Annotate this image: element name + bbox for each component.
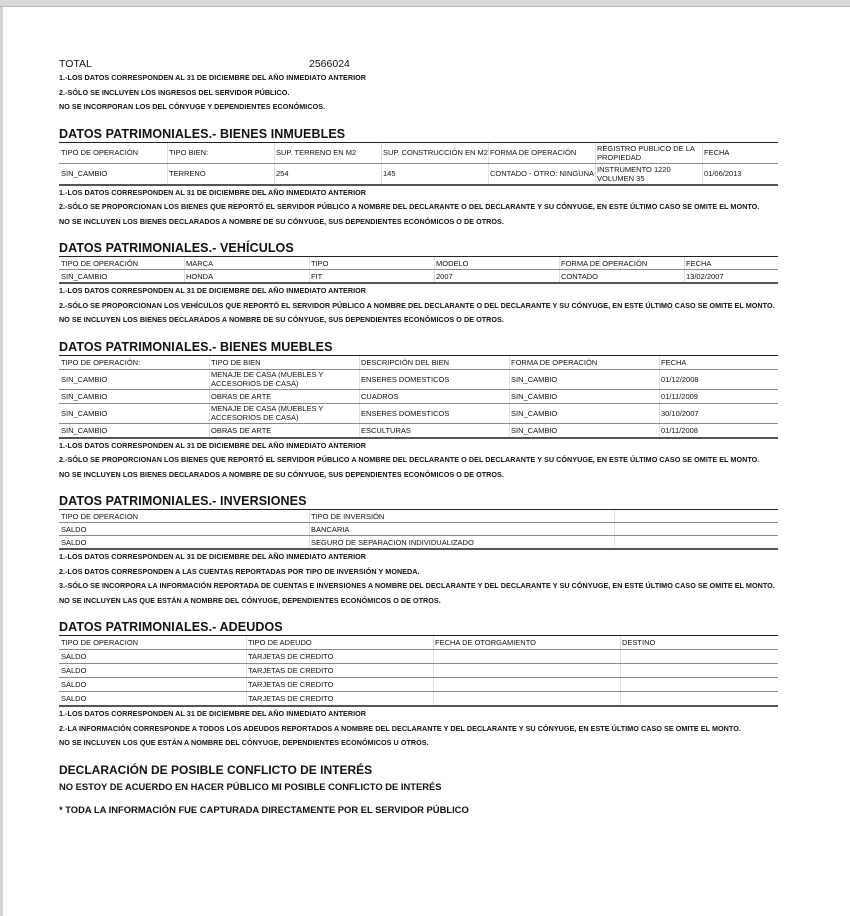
muebles-table [59,355,778,439]
table-cell [621,650,778,664]
viewer-top-bar [0,0,850,7]
table-cell: 01/06/2013 [703,163,778,185]
column-header: TIPO DE BIEN [210,355,360,369]
column-header: TIPO [310,257,435,270]
inmuebles-table [59,142,778,186]
column-header: FECHA DE OTORGAMIENTO [434,636,621,650]
table-cell: TARJETAS DE CREDITO [247,664,434,678]
column-header [615,510,778,523]
footer-note: * TODA LA INFORMACIÓN FUE CAPTURADA DIRECTAMENTE POR EL SERVIDOR PÚBLICO [59,803,469,815]
column-header: FORMA DE OPERACIÓN [510,355,660,369]
table-cell: ESCULTURAS [360,423,510,438]
muebles-title: DATOS PATRIMONIALES.- BIENES MUEBLES [59,339,333,354]
muebles-note-1: 1.-LOS DATOS CORRESPONDEN AL 31 DE DICIEMBRE DEL AÑO INMEDIATO ANTERIOR [59,440,367,450]
column-header: TIPO DE OPERACIÓN: [60,355,210,369]
table-cell: SIN_CAMBIO [510,403,660,423]
column-header: FORMA DE OPERACIÓN [560,257,685,270]
vehiculos-title: DATOS PATRIMONIALES.- VEHÍCULOS [59,241,294,255]
inversiones-note-3: 3.-SÓLO SE INCORPORA LA INFORMACIÓN REPORTADA DE CUENTAS E INVERSIONES A NOMBRE DEL DECLARANTE Y DEL DECLARANTE Y SU CÓNYUGE, EN ESTE ÚLTIMO CASO SE OMITE EL MONTO. [59,581,775,590]
table-cell: 254 [275,163,382,185]
inmuebles-section [59,115,777,230]
column-header: TIPO DE OPERACION [60,510,310,523]
muebles-note-2: 2.-SÓLO SE PROPORCIONAN LOS BIENES QUE REPORTÓ EL SERVIDOR PÚBLICO A NOMBRE DEL DECLARANTE O DEL DECLARANTE Y SU CÓNYUGE, EN ESTE ÚLTIMO CASO SE OMITE EL MONTO. [59,455,760,464]
table-cell: SIN_CAMBIO [60,369,210,389]
column-header: MARCA [185,257,310,270]
total-value: 2566024 [309,58,350,70]
table-cell: SALDO [60,536,310,550]
table-cell: HONDA [185,270,310,284]
table-cell: 13/02/2007 [685,270,778,284]
table-cell: ENSERES DOMESTICOS [360,403,510,423]
column-header: TIPO DE OPERACIÓN [60,257,185,270]
inmuebles-title: DATOS PATRIMONIALES.- BIENES INMUEBLES [59,126,346,141]
table-cell: CUADROS [360,389,510,403]
vehiculos-section [59,229,777,328]
ingresos-note-1: 1.-LOS DATOS CORRESPONDEN AL 31 DE DICIEMBRE DEL AÑO INMEDIATO ANTERIOR [59,73,367,82]
column-header: FORMA DE OPERACIÓN [489,142,596,163]
table-cell: TARJETAS DE CREDITO [247,678,434,692]
muebles-note-3: NO SE INCLUYEN LOS BIENES DECLARADOS A NOMBRE DE SU CÓNYUGE, SUS DEPENDIENTES ECONÓMICOS O DE OTROS. [59,469,504,479]
table-cell: SIN_CAMBIO [60,423,210,438]
adeudos-table [59,635,778,707]
vehiculos-note-2: 2.-SÓLO SE PROPORCIONAN LOS VEHÍCULOS QUE REPORTÓ EL SERVIDOR PÚBLICO A NOMBRE DEL DECLARANTE O DEL DECLARANTE Y SU CÓNYUGE, EN ESTE ÚLTIMO CASO SE OMITE EL MONTO. [59,300,775,310]
table-cell: SALDO [60,678,247,692]
table-cell: SIN_CAMBIO [510,389,660,403]
table-row [60,536,778,550]
table-cell: CONTADO - OTRO: NINGUNA [489,163,596,185]
table-row [60,163,778,185]
ingresos-section [59,58,777,115]
adeudos-note-1: 1.-LOS DATOS CORRESPONDEN AL 31 DE DICIEMBRE DEL AÑO INMEDIATO ANTERIOR [59,709,367,718]
total-label: TOTAL [59,58,92,70]
table-cell [621,664,778,678]
column-header: DESTINO [621,636,778,650]
table-row [60,523,778,536]
column-header: FECHA [660,355,778,369]
table-cell: 01/11/2009 [660,389,778,403]
muebles-section [59,328,777,483]
table-cell [434,678,621,692]
table-cell: BANCARIA [310,523,615,536]
table-cell [621,692,778,707]
table-cell: SIN_CAMBIO [60,163,168,185]
total-row [59,58,777,72]
table-cell [615,536,778,550]
table-cell: SALDO [60,692,247,707]
table-cell: ENSERES DOMESTICOS [360,369,510,389]
table-cell: FIT [310,270,435,284]
column-header: MODELO [435,257,560,270]
table-cell: CONTADO [560,270,685,284]
table-cell: SIN_CAMBIO [510,369,660,389]
inversiones-section [59,482,777,608]
inversiones-title: DATOS PATRIMONIALES.- INVERSIONES [59,494,307,508]
table-cell: SIN_CAMBIO [510,423,660,438]
table-cell: 145 [382,163,489,185]
table-row [60,678,778,692]
table-cell: MENAJE DE CASA (MUEBLES Y ACCESORIOS DE CASA) [210,403,360,423]
table-header-row [60,257,778,270]
table-row [60,369,778,389]
vehiculos-note-3: NO SE INCLUYEN LOS BIENES DECLARADOS A NOMBRE DE SU CÓNYUGE, SUS DEPENDIENTES ECONÓMICOS O DE OTROS. [59,315,504,324]
vehiculos-note-1: 1.-LOS DATOS CORRESPONDEN AL 31 DE DICIEMBRE DEL AÑO INMEDIATO ANTERIOR [59,286,367,295]
table-cell [615,523,778,536]
table-header-row [60,355,778,369]
column-header: FECHA [703,142,778,163]
table-cell: OBRAS DE ARTE [210,389,360,403]
column-header: TIPO DE OPERACIÓN [60,142,168,163]
table-cell [434,692,621,707]
adeudos-section [59,608,777,751]
table-row [60,650,778,664]
table-cell: 2007 [435,270,560,284]
conflicto-text: NO ESTOY DE ACUERDO EN HACER PÚBLICO MI POSIBLE CONFLICTO DE INTERÉS [59,780,442,792]
table-cell: SIN_CAMBIO [60,389,210,403]
adeudos-note-3: NO SE INCLUYEN LOS QUE ESTÁN A NOMBRE DEL CÓNYUGE, DEPENDIENTES ECONÓMICOS U OTROS. [59,738,429,747]
table-row [60,270,778,284]
adeudos-title: DATOS PATRIMONIALES.- ADEUDOS [59,620,283,634]
table-cell: 01/12/2008 [660,369,778,389]
table-cell: OBRAS DE ARTE [210,423,360,438]
table-header-row [60,142,778,163]
table-cell: INSTRUMENTO 1220 VOLUMEN 35 [596,163,703,185]
table-cell: TARJETAS DE CREDITO [247,692,434,707]
conflicto-title: DECLARACIÓN DE POSIBLE CONFLICTO DE INTERÉS [59,762,373,777]
adeudos-note-2: 2.-LA INFORMACIÓN CORRESPONDE A TODOS LOS ADEUDOS REPORTADOS A NOMBRE DEL DECLARANTE Y DEL DECLARANTE Y SU CÓNYUGE, EN ESTE ÚLTIMO CASO SE OMITE EL MONTO. [59,723,741,733]
table-cell: SALDO [60,664,247,678]
table-cell: 30/10/2007 [660,403,778,423]
table-cell [621,678,778,692]
column-header: SUP. CONSTRUCCIÓN EN M2 [382,142,489,163]
ingresos-note-2: 2.-SÓLO SE INCLUYEN LOS INGRESOS DEL SERVIDOR PÚBLICO. [59,87,290,97]
vehiculos-table [59,256,778,284]
column-header: FECHA [685,257,778,270]
conflicto-section [59,751,777,815]
inversiones-note-4: NO SE INCLUYEN LAS QUE ESTÁN A NOMBRE DEL CÓNYUGE, DEPENDIENTES ECONÓMICOS O DE OTROS. [59,595,441,605]
table-cell: MENAJE DE CASA (MUEBLES Y ACCESORIOS DE CASA) [210,369,360,389]
column-header: TIPO DE ADEUDO [247,636,434,650]
column-header: TIPO BIEN: [168,142,275,163]
column-header: TIPO DE INVERSIÓN [310,510,615,523]
inmuebles-note-3: NO SE INCLUYEN LOS BIENES DECLARADOS A NOMBRE DE SU CÓNYUGE, SUS DEPENDIENTES ECONÓMICOS O DE OTROS. [59,216,504,226]
inversiones-table [59,509,778,550]
table-cell: SALDO [60,650,247,664]
table-cell: 01/11/2008 [660,423,778,438]
ingresos-note-3: NO SE INCORPORAN LOS DEL CÓNYUGE Y DEPENDIENTES ECONÓMICOS. [59,102,326,111]
table-cell [434,650,621,664]
table-row [60,403,778,423]
table-row [60,692,778,707]
table-cell: SALDO [60,523,310,536]
column-header: DESCRIPCIÓN DEL BIEN [360,355,510,369]
column-header: REGISTRO PUBLICO DE LA PROPIEDAD [596,142,703,163]
table-cell: TARJETAS DE CREDITO [247,650,434,664]
inversiones-note-2: 2.-LOS DATOS CORRESPONDEN A LAS CUENTAS REPORTADAS POR TIPO DE INVERSIÓN Y MONEDA. [59,566,420,576]
document-page [59,58,777,815]
inmuebles-note-1: 1.-LOS DATOS CORRESPONDEN AL 31 DE DICIEMBRE DEL AÑO INMEDIATO ANTERIOR [59,187,367,197]
table-cell: SIN_CAMBIO [60,403,210,423]
table-cell: SIN_CAMBIO [60,270,185,284]
column-header: TIPO DE OPERACION [60,636,247,650]
viewer-left-edge [0,7,3,916]
column-header: SUP. TERRENO EN M2 [275,142,382,163]
inversiones-note-1: 1.-LOS DATOS CORRESPONDEN AL 31 DE DICIEMBRE DEL AÑO INMEDIATO ANTERIOR [59,552,367,561]
table-cell: SEGURO DE SEPARACION INDIVIDUALIZADO [310,536,615,550]
table-row [60,423,778,438]
table-cell [434,664,621,678]
table-row [60,389,778,403]
table-header-row [60,636,778,650]
table-cell: TERRENO [168,163,275,185]
table-header-row [60,510,778,523]
inmuebles-note-2: 2.-SÓLO SE PROPORCIONAN LOS BIENES QUE REPORTÓ EL SERVIDOR PÚBLICO A NOMBRE DEL DECLARANTE O DEL DECLARANTE Y SU CÓNYUGE, EN ESTE ÚLTIMO CASO SE OMITE EL MONTO. [59,202,760,211]
table-row [60,664,778,678]
